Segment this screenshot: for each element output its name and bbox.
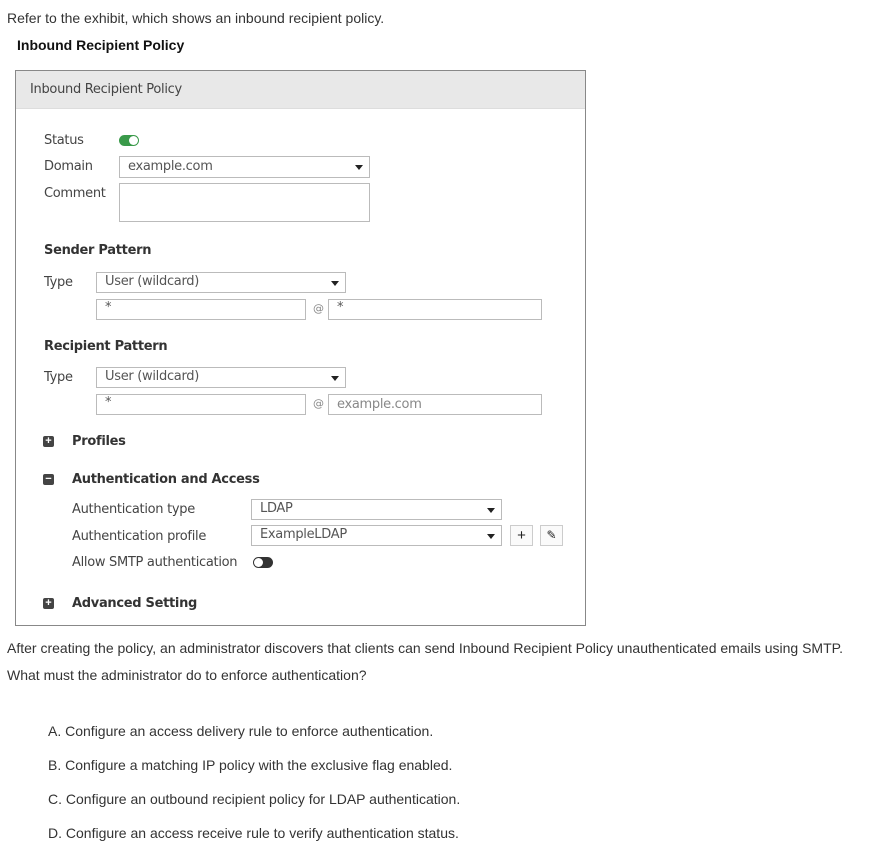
intro-text: Refer to the exhibit, which shows an inbound recipient policy. (7, 10, 385, 26)
chevron-down-icon (331, 376, 339, 381)
chevron-down-icon (331, 281, 339, 286)
status-label: Status (44, 133, 84, 148)
domain-select[interactable] (119, 156, 370, 178)
edit-profile-button[interactable] (540, 525, 563, 546)
chevron-down-icon (355, 165, 363, 170)
option-b[interactable]: B. Configure a matching IP policy with the exclusive flag enabled. (48, 757, 453, 773)
policy-panel (15, 70, 586, 626)
auth-profile-select[interactable] (251, 525, 502, 546)
status-toggle[interactable] (119, 135, 139, 146)
question-line-1: After creating the policy, an administrator discovers that clients can send Inbound Recipient Policy unauthenticated emails using SMTP. (7, 640, 844, 656)
chevron-down-icon (487, 534, 495, 539)
question-line-2: What must the administrator do to enforce authentication? (7, 667, 367, 683)
sender-user-input[interactable]: * (96, 299, 306, 320)
recipient-type-value: User (wildcard) (105, 369, 199, 384)
recipient-type-label: Type (44, 370, 73, 385)
recipient-type-select[interactable] (96, 367, 346, 388)
add-profile-button[interactable]: + (510, 525, 533, 546)
sender-pattern-heading: Sender Pattern (44, 243, 152, 258)
advanced-setting-section[interactable]: Advanced Setting (72, 596, 198, 611)
option-c[interactable]: C. Configure an outbound recipient policy for LDAP authentication. (48, 791, 461, 807)
panel-title: Inbound Recipient Policy (30, 82, 182, 97)
smtp-auth-toggle[interactable] (253, 557, 273, 568)
auth-type-value: LDAP (260, 501, 293, 516)
auth-profile-value: ExampleLDAP (260, 527, 347, 542)
sender-type-select[interactable] (96, 272, 346, 293)
at-sign: @ (313, 397, 324, 410)
sender-domain-input[interactable]: * (328, 299, 542, 320)
chevron-down-icon (487, 508, 495, 513)
edit-icon: ✎ (546, 528, 557, 542)
at-sign: @ (313, 302, 324, 315)
auth-section-heading[interactable]: Authentication and Access (72, 472, 260, 487)
recipient-domain-input[interactable]: example.com (328, 394, 542, 415)
panel-header (16, 71, 585, 109)
collapse-icon[interactable]: − (43, 474, 54, 485)
comment-label: Comment (44, 186, 106, 201)
auth-type-select[interactable] (251, 499, 502, 520)
domain-label: Domain (44, 159, 93, 174)
profiles-section[interactable]: Profiles (72, 434, 126, 449)
expand-icon[interactable]: + (43, 598, 54, 609)
auth-profile-label: Authentication profile (72, 529, 207, 544)
smtp-auth-label: Allow SMTP authentication (72, 555, 238, 570)
domain-value: example.com (128, 159, 213, 174)
recipient-user-input[interactable]: * (96, 394, 306, 415)
sender-type-label: Type (44, 275, 73, 290)
comment-textarea[interactable] (119, 183, 370, 222)
recipient-pattern-heading: Recipient Pattern (44, 339, 168, 354)
option-a[interactable]: A. Configure an access delivery rule to enforce authentication. (48, 723, 434, 739)
auth-type-label: Authentication type (72, 502, 195, 517)
exhibit-title: Inbound Recipient Policy (17, 37, 185, 53)
expand-icon[interactable]: + (43, 436, 54, 447)
sender-type-value: User (wildcard) (105, 274, 199, 289)
option-d[interactable]: D. Configure an access receive rule to verify authentication status. (48, 825, 459, 841)
